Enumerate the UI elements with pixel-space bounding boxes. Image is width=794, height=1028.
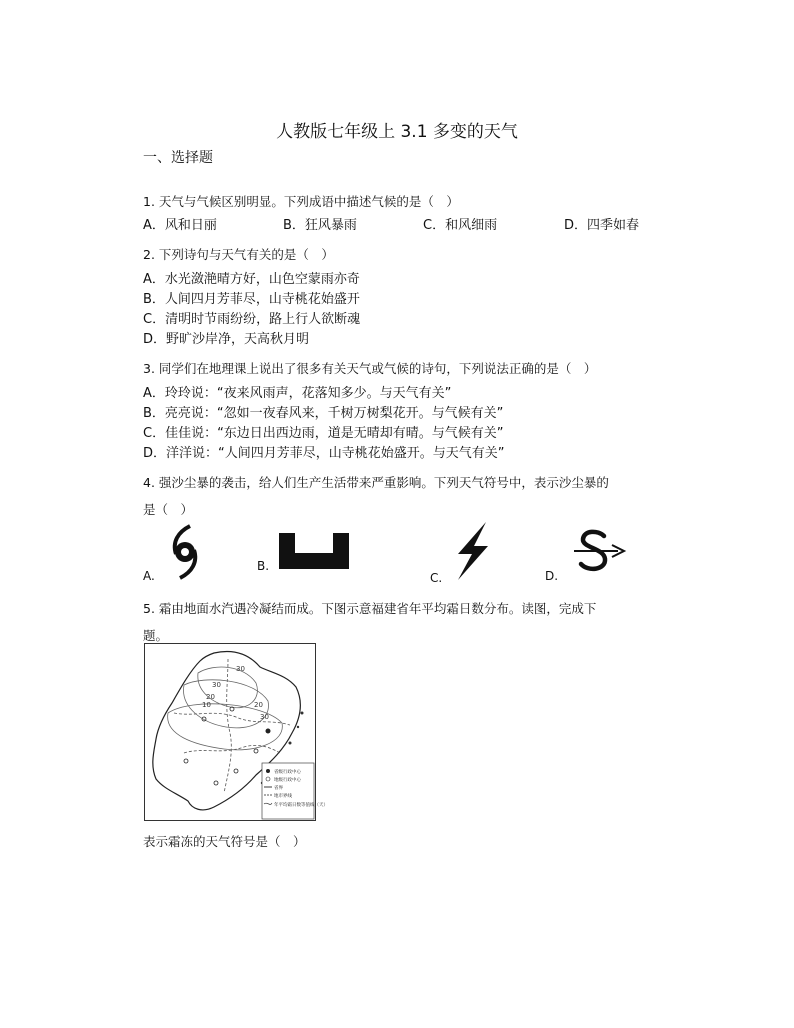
legend-frost-isoline: 年平均霜日数等值线（天） bbox=[274, 803, 328, 808]
question-2-option-c: C．清明时节雨纷纷，路上行人欲断魂 bbox=[143, 312, 361, 327]
question-3-option-a: A．玲玲说：“夜来风雨声，花落知多少。与天气有关” bbox=[143, 386, 452, 401]
contour-label: 30 bbox=[260, 713, 269, 721]
contour-label: 30 bbox=[212, 681, 221, 689]
question-2-option-b: B．人间四月芳菲尽，山寺桃花始盛开 bbox=[143, 292, 360, 307]
question-1-option-b: B．狂风暴雨 bbox=[283, 218, 357, 233]
question-4-label-c: C. bbox=[430, 571, 443, 585]
question-4-label-b: B. bbox=[257, 559, 270, 573]
question-1-stem: 1. 天气与气候区别明显。下列成语中描述气候的是（ ） bbox=[143, 194, 459, 209]
question-4-label-d: D. bbox=[545, 569, 559, 583]
question-2-option-a: A．水光潋滟晴方好，山色空蒙雨亦奇 bbox=[143, 272, 360, 287]
contour-label: 20 bbox=[206, 693, 215, 701]
question-4-label-a: A. bbox=[143, 569, 155, 583]
lightning-symbol-icon bbox=[452, 522, 492, 580]
question-1-option-c: C．和风细雨 bbox=[423, 218, 498, 233]
question-1-option-d: D．四季如春 bbox=[564, 218, 640, 233]
legend-provincial-center: 省级行政中心 bbox=[274, 770, 301, 775]
legend-province-boundary: 省界 bbox=[274, 786, 283, 791]
question-5-followup: 表示霜冻的天气符号是（ ） bbox=[143, 834, 306, 849]
question-3-option-c: C．佳佳说：“东边日出西边雨，道是无晴却有晴。与气候有关” bbox=[143, 426, 504, 441]
question-4-stem-line2: 是（ ） bbox=[143, 502, 194, 517]
question-4-stem-line1: 4. 强沙尘暴的袭击，给人们生产生活带来严重影响。下列天气符号中，表示沙尘暴的 bbox=[143, 475, 609, 490]
contour-label: 30 bbox=[236, 665, 245, 673]
fog-square-symbol-icon bbox=[279, 533, 349, 569]
page-title: 人教版七年级上 3.1 多变的天气 bbox=[276, 122, 518, 142]
question-1-option-a: A．风和日丽 bbox=[143, 218, 217, 233]
question-5-stem-line2: 题。 bbox=[143, 628, 169, 643]
tropical-cyclone-symbol-icon bbox=[168, 524, 202, 580]
contour-label: 10 bbox=[202, 701, 211, 709]
question-2-stem: 2. 下列诗句与天气有关的是（ ） bbox=[143, 247, 334, 262]
question-5-stem-line1: 5. 霜由地面水汽遇冷凝结而成。下图示意福建省年平均霜日数分布。读图，完成下 bbox=[143, 601, 597, 616]
legend-prefecture-center: 地级行政中心 bbox=[274, 778, 301, 783]
question-3-option-d: D．洋洋说：“人间四月芳菲尽，山寺桃花始盛开。与天气有关” bbox=[143, 446, 505, 461]
question-3-option-b: B．亮亮说：“忽如一夜春风来，千树万树梨花开。与气候有关” bbox=[143, 406, 504, 421]
question-2-option-d: D．野旷沙岸净，天高秋月明 bbox=[143, 332, 310, 347]
fujian-frost-map bbox=[144, 643, 328, 821]
sandstorm-symbol-icon bbox=[572, 528, 626, 576]
question-3-stem: 3. 同学们在地理课上说出了很多有关天气或气候的诗句，下列说法正确的是（ ） bbox=[143, 361, 597, 376]
section-heading: 一、选择题 bbox=[143, 150, 213, 166]
contour-label: 20 bbox=[254, 701, 263, 709]
legend-city-boundary: 地市界线 bbox=[274, 794, 292, 799]
